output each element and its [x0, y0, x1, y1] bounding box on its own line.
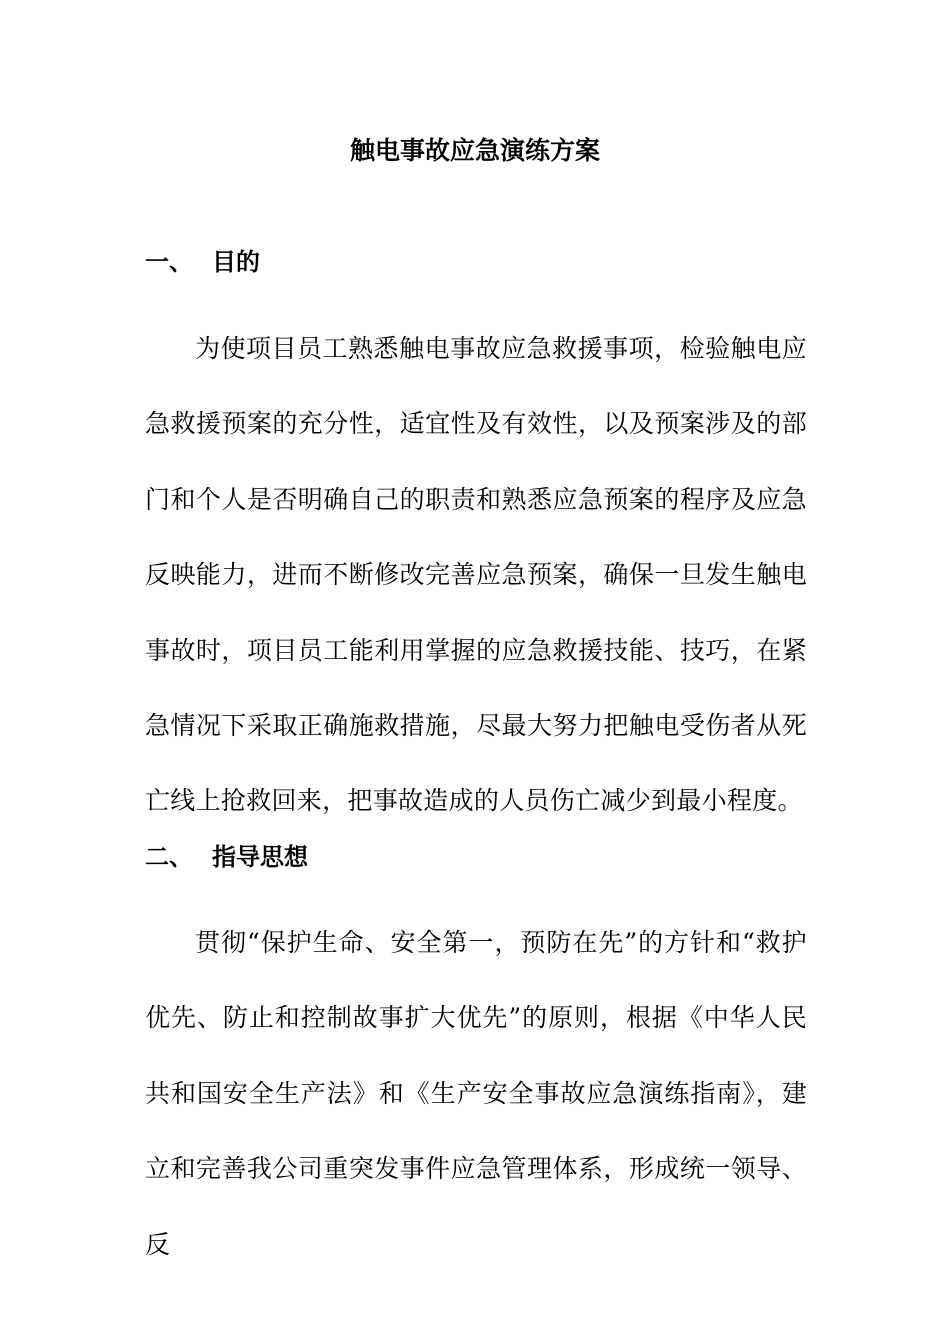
section-body-purpose: 为使项目员工熟悉触电事故应急救援事项，检验触电应急救援预案的充分性，适宜性及有效性，以及预案涉及的部门和个人是否明确自己的职责和熟悉应急预案的程序及应急反映能力，进而不断修改完善应急预案，确保一旦发生触电事故时，项目员工能利用掌握的应急救援技能、技巧，在紧急情况下采取正确施救措施，尽最大努力把触电受伤者从死亡线上抢救回来，把事故造成的人员伤亡减少到最小程度。: [145, 334, 807, 816]
document-title: 触电事故应急演练方案: [349, 136, 600, 165]
section-body-guiding-ideology: 贯彻“保护生命、安全第一，预防在先”的方针和“救护优先、防止和控制故事扩大优先”的原则，根据《中华人民共和国安全生产法》和《生产安全事故应急演练指南》，建立和完善我公司重突发事件应急管理体系，形成统一领导、反: [145, 928, 807, 1259]
section-heading-guiding-ideology: [145, 839, 308, 875]
section-number: 一、: [145, 248, 193, 276]
section-title: 目的: [212, 248, 260, 276]
section-title: 指导思想: [212, 843, 308, 871]
section-heading-purpose: [145, 244, 260, 280]
section-number: 二、: [145, 843, 193, 871]
